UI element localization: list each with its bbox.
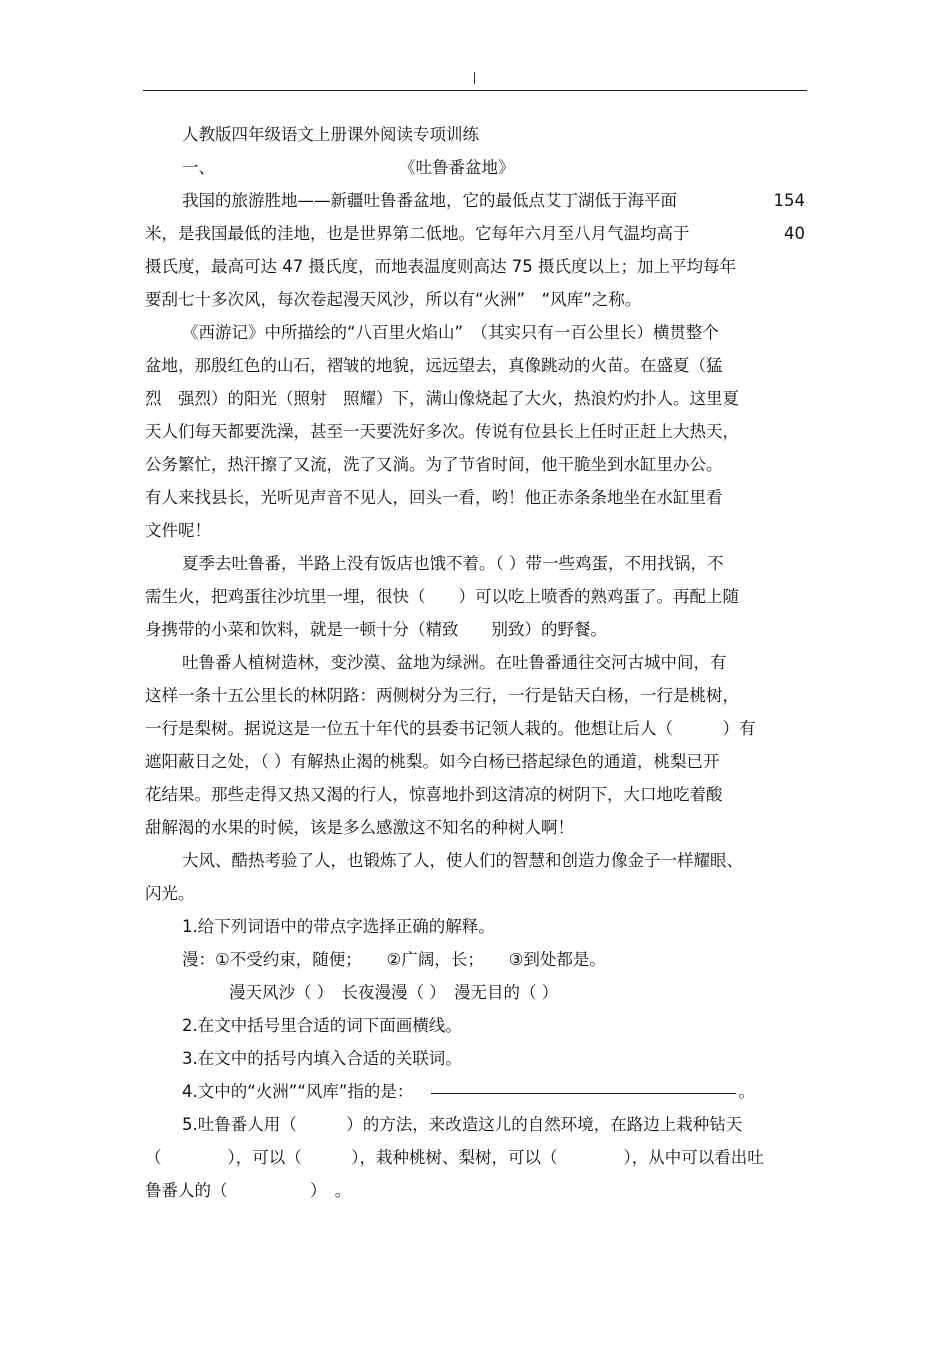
section-title: 《吐鲁番盆地》 xyxy=(399,158,515,177)
doc-title: 人教版四年级语文上册课外阅读专项训练 xyxy=(182,125,479,144)
question-4: 4.文中的“火洲”“风库”指的是： 。 xyxy=(182,1082,755,1101)
document-body xyxy=(145,118,805,1207)
paragraph-line: 天人们每天都要洗澡，甚至一天要洗好多次。传说有位县长上任时正赶上大热天， xyxy=(145,422,739,441)
paragraph-line: 摄氏度，最高可达 47 摄氏度，而地表温度则高达 75 摄氏度以上；加上平均每年 xyxy=(145,257,736,276)
section-number: 一、 xyxy=(182,158,215,177)
paragraph-line: 我国的旅游胜地——新疆吐鲁番盆地，它的最低点艾丁湖低于海平面 154 xyxy=(182,191,805,210)
paragraph-line: 遮阳蔽日之处，（ ）有解热止渴的桃梨。如今白杨已搭起绿色的通道，桃梨已开 xyxy=(145,752,720,771)
page-mark xyxy=(474,72,475,84)
paragraph-line: 夏季去吐鲁番，半路上没有饭店也饿不着。（ ）带一些鸡蛋，不用找锅，不 xyxy=(182,554,724,573)
question-5-line: 5.吐鲁番人用（ ）的方法，来改造这儿的自然环境，在路边上栽种钻天 xyxy=(182,1115,743,1134)
paragraph-line: 《西游记》中所描绘的“八百里火焰山” （其实只有一百公里长）横贯整个 xyxy=(182,323,719,342)
question-2: 2.在文中括号里合适的词下面画横线。 xyxy=(182,1016,462,1035)
paragraph-line: 这样一条十五公里长的林阴路：两侧树分为三行，一行是钻天白杨，一行是桃树， xyxy=(145,686,739,705)
answer-blank-line[interactable] xyxy=(431,1092,736,1094)
paragraph-line: 盆地，那殷红色的山石，褶皱的地貌，远远望去，真像跳动的火苗。在盛夏（猛 xyxy=(145,356,723,375)
question-5-line: （ ），可以（ ），栽种桃树、梨树，可以（ ），从中可以看出吐 xyxy=(145,1148,764,1167)
paragraph-line: 闪光。 xyxy=(145,884,195,903)
header-rule xyxy=(143,90,807,91)
paragraph-line: 身携带的小菜和饮料，就是一顿十分（精致 别致）的野餐。 xyxy=(145,620,607,639)
paragraph-line: 吐鲁番人植树造林，变沙漠、盆地为绿洲。在吐鲁番通往交河古城中间，有 xyxy=(182,653,727,672)
paragraph-line: 文件呢！ xyxy=(145,521,211,540)
question-3: 3.在文中的括号内填入合适的关联词。 xyxy=(182,1049,462,1068)
section-heading xyxy=(145,151,805,184)
question-1-definitions: 漫：①不受约束，随便； ②广阔，长； ③到处都是。 xyxy=(182,950,606,969)
question-1: 1.给下列词语中的带点字选择正确的解释。 xyxy=(182,917,495,936)
paragraph-line: 要刮七十多次风，每次卷起漫天风沙，所以有“火洲” “风库”之称。 xyxy=(145,290,642,309)
paragraph-line: 公务繁忙，热汗擦了又流，洗了又淌。为了节省时间，他干脆坐到水缸里办公。 xyxy=(145,455,723,474)
paragraph-line: 有人来找县长，光听见声音不见人，回头一看，哟！他正赤条条地坐在水缸里看 xyxy=(145,488,723,507)
paragraph-line: 大风、酷热考验了人，也锻炼了人，使人们的智慧和创造力像金子一样耀眼、 xyxy=(182,851,743,870)
question-5-line: 鲁番人的（ ） 。 xyxy=(145,1181,352,1200)
paragraph-line: 花结果。那些走得又热又渴的行人，惊喜地扑到这清凉的树阴下，大口地吃着酸 xyxy=(145,785,723,804)
paragraph-line: 烈 强烈）的阳光（照射 照耀）下，满山像烧起了大火，热浪灼灼扑人。这里夏 xyxy=(145,389,739,408)
paragraph-line: 甜解渴的水果的时候，该是多么感激这不知名的种树人啊！ xyxy=(145,818,574,837)
question-1-words: 漫天风沙（ ） 长夜漫漫（ ） 漫无目的（ ） xyxy=(229,983,559,1002)
paragraph-line: 一行是梨树。据说这是一位五十年代的县委书记领人栽的。他想让后人（ ）有 xyxy=(145,719,756,738)
paragraph-line: 需生火，把鸡蛋往沙坑里一埋，很快（ ）可以吃上喷香的熟鸡蛋了。再配上随 xyxy=(145,587,739,606)
paragraph-line: 米，是我国最低的洼地，也是世界第二低地。它每年六月至八月气温均高于 40 xyxy=(145,224,805,243)
